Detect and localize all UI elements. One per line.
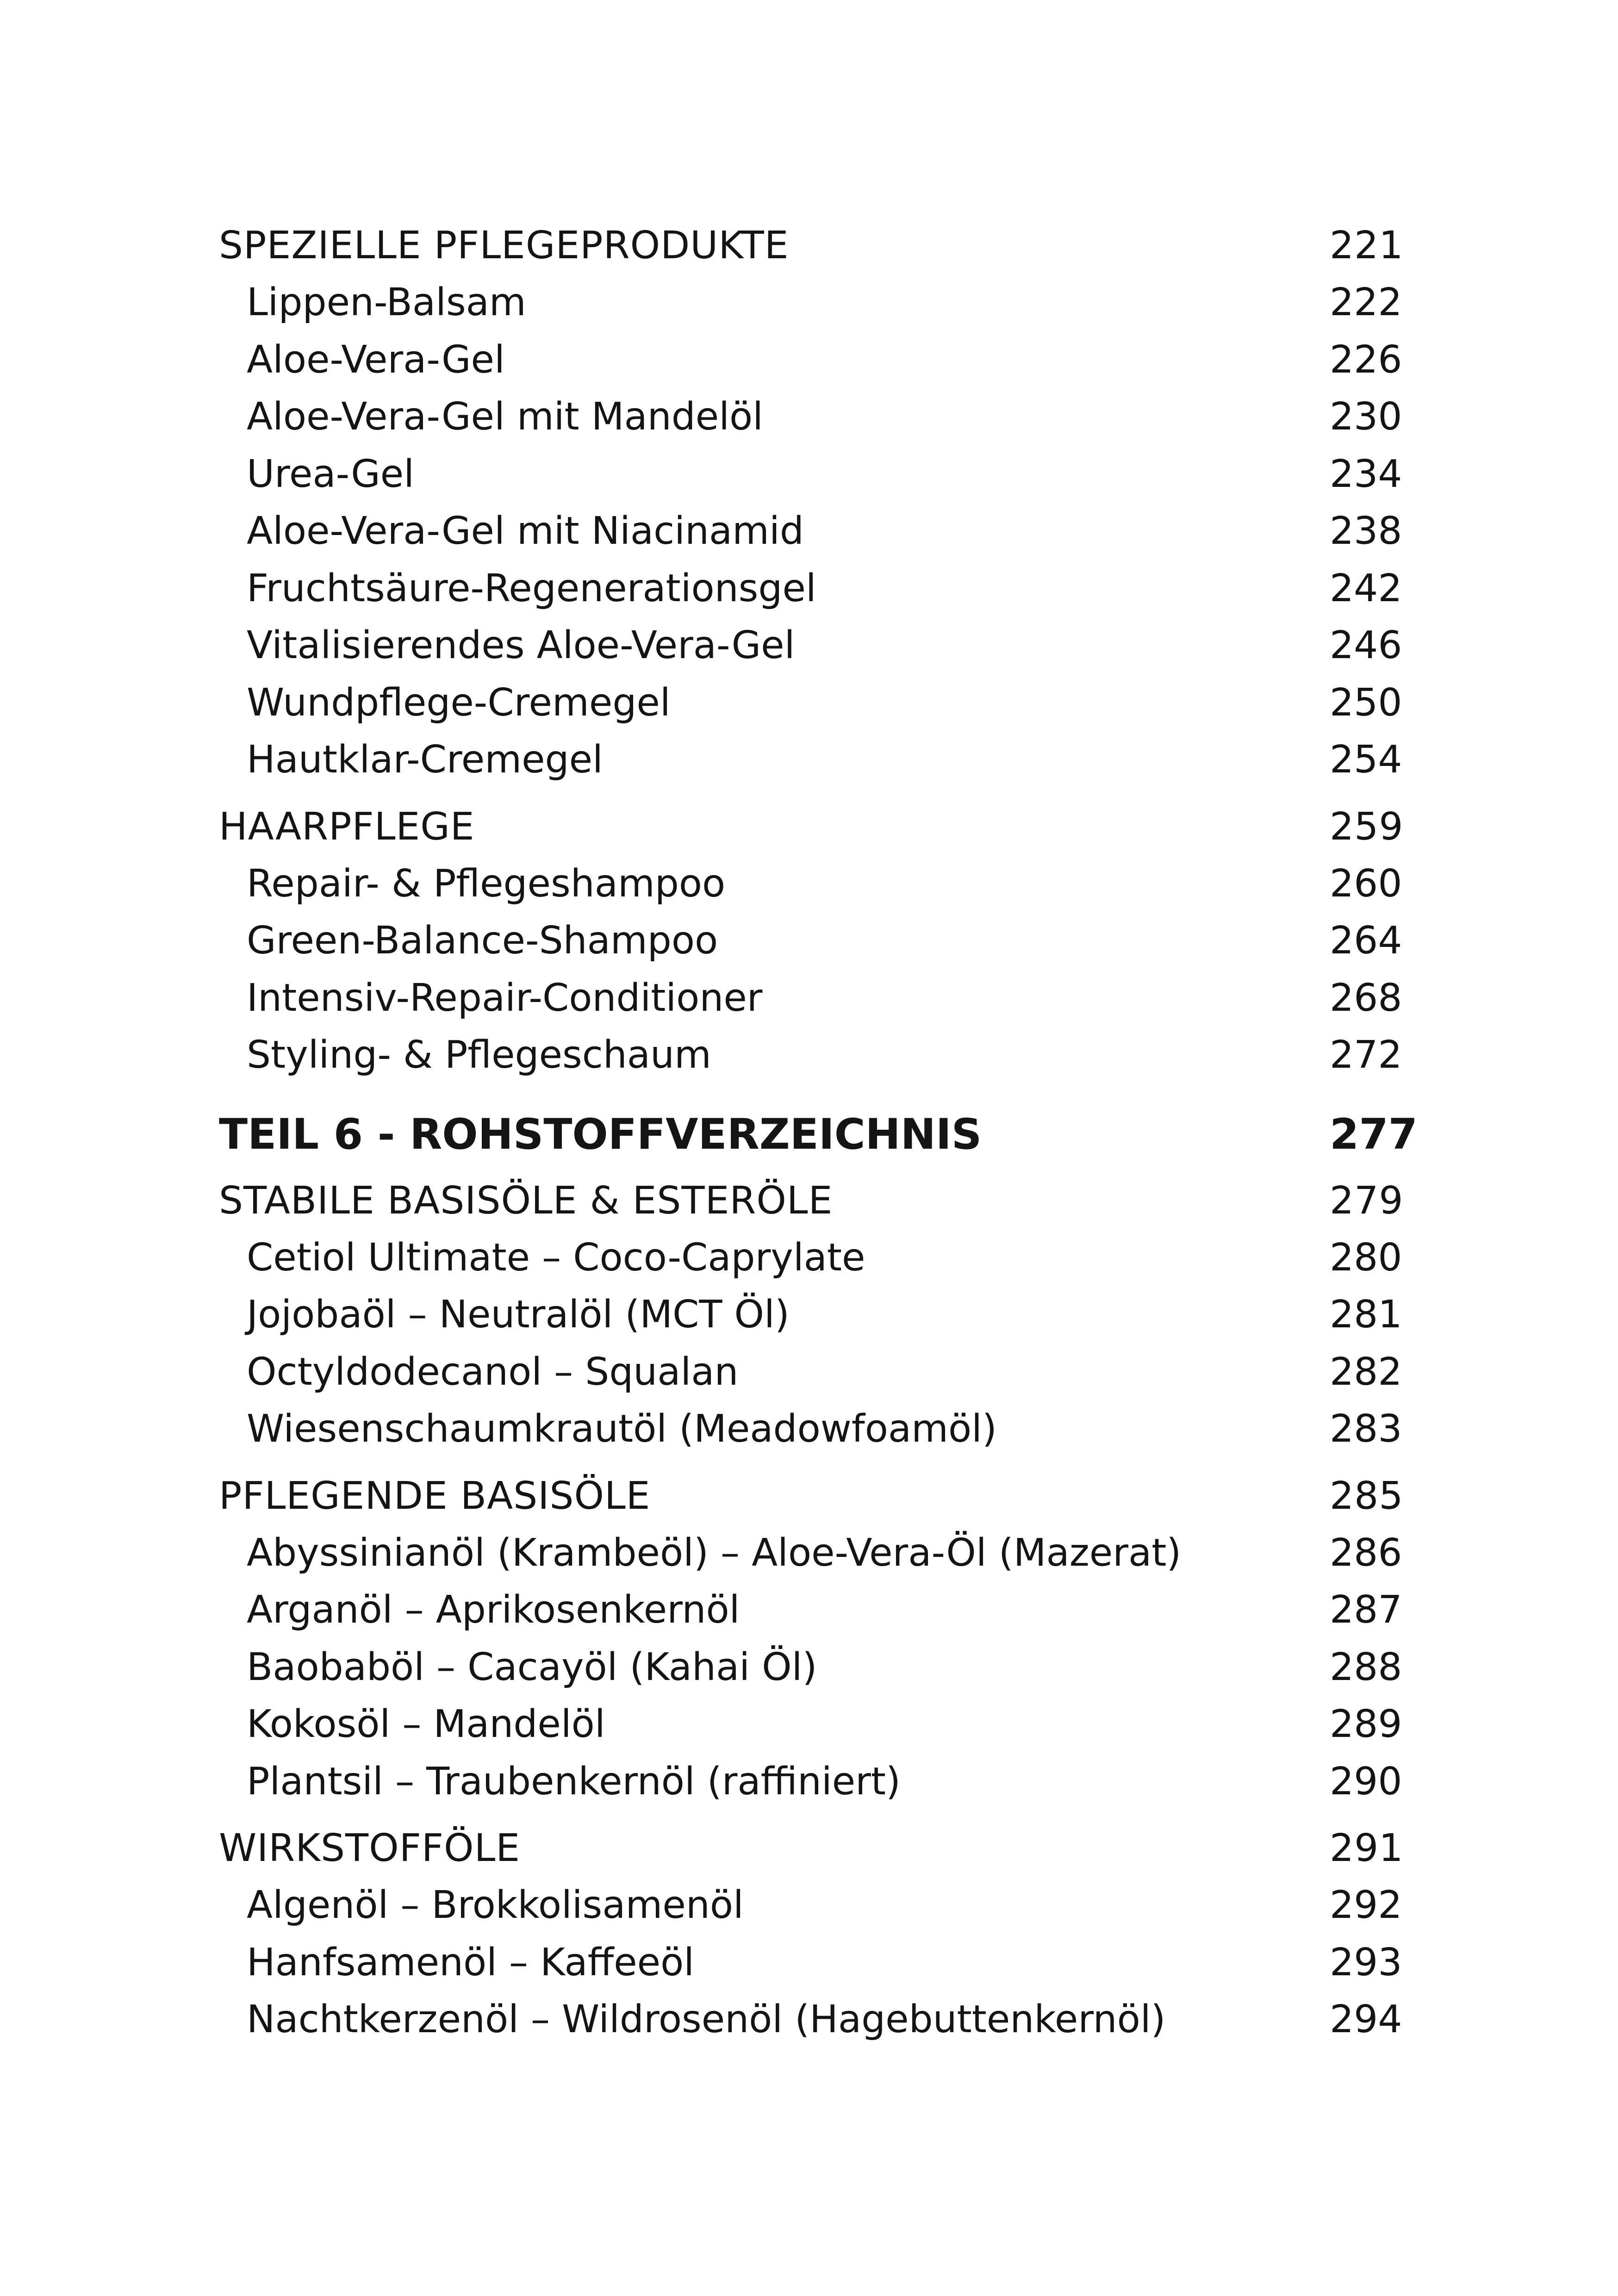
toc-entry — [219, 970, 1404, 1027]
part-page-number: 277 — [1330, 1110, 1418, 1159]
toc-entry — [219, 1229, 1404, 1287]
entry-title: Abyssinianöl (Krambeöl) – Aloe-Vera-Öl (Mazerat) — [247, 1531, 1182, 1575]
toc-section-heading — [219, 1820, 1404, 1877]
entry-title: Algenöl – Brokkolisamenöl — [247, 1883, 744, 1927]
entry-title: Fruchtsäure-Regenerationsgel — [247, 566, 816, 610]
entry-page-number: 222 — [1330, 280, 1402, 324]
section-title: PFLEGENDE BASISÖLE — [219, 1474, 651, 1518]
entry-title: Styling- & Pflegeschaum — [247, 1033, 711, 1077]
section-title: STABILE BASISÖLE & ESTERÖLE — [219, 1178, 833, 1223]
table-of-contents — [219, 218, 1418, 2048]
section-page-number: 285 — [1330, 1474, 1404, 1518]
toc-entry — [219, 446, 1404, 503]
entry-title: Lippen-Balsam — [247, 280, 526, 324]
section-page-number: 259 — [1330, 804, 1404, 849]
toc-entry — [219, 1639, 1404, 1696]
entry-title: Repair- & Pflegeshampoo — [247, 861, 726, 906]
entry-page-number: 282 — [1330, 1350, 1402, 1394]
section-page-number: 221 — [1330, 224, 1404, 268]
toc-entry — [219, 388, 1404, 446]
toc-section-heading — [219, 799, 1404, 855]
entry-title: Octyldodecanol – Squalan — [247, 1350, 739, 1394]
entry-page-number: 287 — [1330, 1588, 1402, 1632]
section-page-number: 279 — [1330, 1178, 1404, 1223]
toc-entry — [219, 1027, 1404, 1084]
entry-page-number: 260 — [1330, 861, 1402, 906]
toc-entry — [219, 1286, 1404, 1344]
toc-section-heading — [219, 1173, 1404, 1229]
entry-page-number: 250 — [1330, 680, 1402, 725]
toc-entry — [219, 1344, 1404, 1401]
entry-page-number: 226 — [1330, 337, 1402, 382]
entry-page-number: 238 — [1330, 509, 1402, 553]
toc-entry — [219, 1524, 1404, 1582]
entry-title: Hanfsamenöl – Kaffeeöl — [247, 1940, 695, 1985]
entry-title: Aloe-Vera-Gel mit Niacinamid — [247, 509, 804, 553]
entry-page-number: 234 — [1330, 452, 1402, 496]
entry-title: Wiesenschaumkrautöl (Meadowfoamöl) — [247, 1407, 997, 1451]
toc-section-heading — [219, 1468, 1404, 1524]
section-title: SPEZIELLE PFLEGEPRODUKTE — [219, 224, 789, 268]
toc-part-heading — [219, 1102, 1418, 1167]
toc-entry — [219, 617, 1404, 674]
entry-page-number: 268 — [1330, 976, 1402, 1020]
part-title: TEIL 6 - ROHSTOFFVERZEICHNIS — [219, 1110, 982, 1159]
toc-entry — [219, 331, 1404, 389]
entry-page-number: 272 — [1330, 1033, 1402, 1077]
entry-page-number: 290 — [1330, 1759, 1402, 1804]
entry-page-number: 289 — [1330, 1702, 1402, 1746]
entry-page-number: 264 — [1330, 919, 1402, 963]
entry-title: Arganöl – Aprikosenkernöl — [247, 1588, 740, 1632]
entry-page-number: 292 — [1330, 1883, 1402, 1927]
section-page-number: 291 — [1330, 1826, 1404, 1870]
entry-title: Aloe-Vera-Gel — [247, 337, 505, 382]
entry-title: Nachtkerzenöl – Wildrosenöl (Hagebuttenkernöl) — [247, 1997, 1166, 2041]
toc-entry — [219, 1696, 1404, 1753]
toc-entry — [219, 674, 1404, 732]
toc-entry — [219, 1991, 1404, 2048]
toc-entry — [219, 731, 1404, 789]
entry-page-number: 283 — [1330, 1407, 1402, 1451]
entry-page-number: 280 — [1330, 1235, 1402, 1280]
section-title: HAARPFLEGE — [219, 804, 475, 849]
toc-entry — [219, 560, 1404, 617]
toc-entry — [219, 1934, 1404, 1991]
entry-page-number: 254 — [1330, 738, 1402, 782]
entry-title: Intensiv-Repair-Conditioner — [247, 976, 763, 1020]
toc-entry — [219, 1581, 1404, 1639]
entry-page-number: 288 — [1330, 1645, 1402, 1689]
entry-title: Urea-Gel — [247, 452, 414, 496]
toc-entry — [219, 503, 1404, 560]
entry-title: Baobaböl – Cacayöl (Kahai Öl) — [247, 1645, 817, 1689]
entry-page-number: 230 — [1330, 395, 1402, 439]
entry-title: Green-Balance-Shampoo — [247, 919, 718, 963]
toc-entry — [219, 855, 1404, 913]
toc-entry — [219, 912, 1404, 970]
toc-entry — [219, 1877, 1404, 1934]
entry-page-number: 281 — [1330, 1293, 1402, 1337]
entry-title: Cetiol Ultimate – Coco-Caprylate — [247, 1235, 865, 1280]
entry-page-number: 294 — [1330, 1997, 1402, 2041]
entry-title: Hautklar-Cremegel — [247, 738, 603, 782]
entry-title: Aloe-Vera-Gel mit Mandelöl — [247, 395, 763, 439]
toc-entry — [219, 1753, 1404, 1811]
section-title: WIRKSTOFFÖLE — [219, 1826, 521, 1870]
entry-page-number: 242 — [1330, 566, 1402, 610]
entry-title: Jojobaöl – Neutralöl (MCT Öl) — [247, 1293, 790, 1337]
toc-entry — [219, 1400, 1404, 1458]
entry-title: Wundpflege-Cremegel — [247, 680, 671, 725]
toc-entry — [219, 274, 1404, 331]
entry-title: Vitalisierendes Aloe-Vera-Gel — [247, 623, 795, 667]
entry-title: Kokosöl – Mandelöl — [247, 1702, 605, 1746]
entry-page-number: 286 — [1330, 1531, 1402, 1575]
entry-page-number: 293 — [1330, 1940, 1402, 1985]
entry-page-number: 246 — [1330, 623, 1402, 667]
entry-title: Plantsil – Traubenkernöl (raffiniert) — [247, 1759, 901, 1804]
toc-section-heading — [219, 218, 1404, 274]
